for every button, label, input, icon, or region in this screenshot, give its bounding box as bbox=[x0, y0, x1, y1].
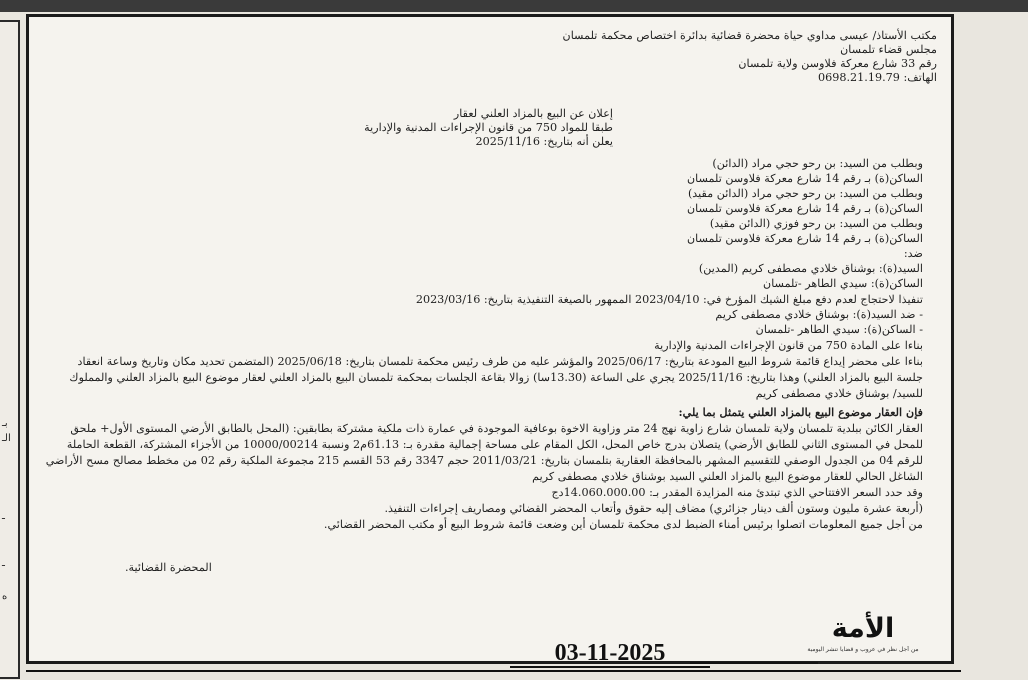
notice-legal-basis: طبقا للمواد 750 من قانون الإجراءات المدنية والإدارية bbox=[364, 121, 613, 134]
party-line: الساكن(ة) بـ رقم 14 شارع معركة فلاوسن تلمسان bbox=[686, 232, 923, 245]
newspaper-logo: الأمة bbox=[831, 613, 895, 644]
execution-line: بناءا على المادة 750 من قانون الإجراءات المدنية والإدارية bbox=[654, 339, 923, 352]
property-line: العقار الكائن ببلدية تلمسان ولاية تلمسان شارع زاوية نهج 24 متر وزاوية الاخوة بوعافية الموجودة في عمارة ذات ملكية مشتركة بطابقين: (المحل بالطابق الأرضي المستوى الأول+ ملحق bbox=[70, 422, 923, 435]
phone-line: الهاتف: 0698.21.19.79 bbox=[818, 71, 937, 84]
execution-line: بناءا على محضر إيداع قائمة شروط البيع المودعة بتاريخ: 2025/06/17 والمؤشر عليه من طرف رئيس محكمة تلمسان بتاريخ: 2025/06/18 (المتضمن تحديد مكان وتاريخ وساعة انعقاد bbox=[77, 355, 923, 368]
party-line: وبطلب من السيد: بن رحو حجي مراد (الدائن) bbox=[712, 157, 923, 170]
opening-price-line: وقد حدد السعر الافتتاحي الذي تبتدئ منه المزايدة المقدر بـ: 14.060.000.00دج bbox=[551, 486, 923, 499]
party-line: وبطلب من السيد: بن رحو فوزي (الدائن مقيد) bbox=[709, 217, 923, 230]
fragment-text: ـ bbox=[2, 558, 5, 569]
newspaper-tagline: من أجل نظر في عروب و قضايا تنشر اليومية bbox=[807, 646, 919, 653]
property-line: الشاغل الحالي للعقار موضوع البيع بالمزاد العلني السيد بوشناق خلادي مصطفى كريم bbox=[532, 470, 923, 483]
property-line: للمحل في المستوى الثاني للطابق الأرضي) يتصلان بدرج خاص المحل، الكل المقام على مساحة إجمالية مقدرة بـ: 61.13م2 ونسبة 10000/00214 من الأجزاء المشتركة، القطعة الحاملة bbox=[66, 438, 923, 451]
council-line: مجلس قضاء تلمسان bbox=[840, 43, 937, 56]
execution-line: للسيد/ بوشناق خلادي مصطفى كريم bbox=[755, 387, 923, 400]
bottom-border bbox=[26, 670, 961, 680]
address-line: رقم 33 شارع معركة فلاوسن ولاية تلمسان bbox=[738, 57, 937, 70]
notice-date: يعلن أنه بتاريخ: 2025/11/16 bbox=[475, 135, 613, 148]
legal-notice bbox=[26, 14, 954, 664]
debtor-address-line: الساكن(ة): سيدي الطاهر -تلمسان bbox=[762, 277, 923, 290]
notice-title: إعلان عن البيع بالمزاد العلني لعقار bbox=[453, 107, 613, 120]
contact-line: من أجل جميع المعلومات اتصلوا برئيس أمناء الضبط لدى محكمة تلمسان أين وضعت قائمة شروط البيع أو مكتب المحضر القضائي. bbox=[323, 518, 923, 531]
fragment-text: ه bbox=[2, 591, 8, 602]
footer-rule bbox=[690, 662, 818, 664]
publication-date: 03-11-2025 bbox=[510, 640, 710, 668]
price-in-words-line: (أربعة عشرة مليون وستون ألف دينار جزائري) مضاف إليه حقوق وأتعاب المحضر القضائي ومصاريف إجراءات التنفيذ. bbox=[384, 502, 923, 515]
property-line: للرقم 04 من الجدول الوصفي للتقسيم المشهر بالمحافظة العقارية بتلمسان بتاريخ: 2011/03/21 حجم 3347 رقم 53 القسم 215 مجموعة الملكية رقم 02 من مخطط مصالح مسح الأراضي bbox=[45, 454, 923, 467]
party-line: وبطلب من السيد: بن رحو حجي مراد (الدائن مقيد) bbox=[687, 187, 923, 200]
party-line: الساكن(ة) بـ رقم 14 شارع معركة فلاوسن تلمسان bbox=[686, 202, 923, 215]
execution-line: - الساكن(ة): سيدي الطاهر -تلمسان bbox=[755, 323, 923, 336]
execution-line: جلسة البيع بالمزاد العلني) وهذا بتاريخ: 2025/11/16 يجري على الساعة (13.30سا) زوالا بقاعة الجلسات بمحكمة تلمسان البيع بالمزاد العلني لعقار موضوع البيع بالمزاد العلني والمملوك bbox=[69, 371, 923, 384]
adjacent-column-fragment bbox=[0, 20, 20, 679]
execution-line: - ضد السيد(ة): بوشناق خلادي مصطفى كريم bbox=[715, 308, 923, 321]
fragment-text: بـ bbox=[2, 418, 8, 429]
debtor-line: السيد(ة): بوشناق خلادي مصطفى كريم (المدين) bbox=[698, 262, 923, 275]
against-label: ضد: bbox=[903, 247, 923, 260]
top-page-bar bbox=[0, 0, 1028, 12]
property-heading: فإن العقار موضوع البيع بالمزاد العلني يتمثل بما يلي: bbox=[678, 405, 923, 419]
fragment-text: ـ bbox=[2, 511, 5, 522]
signature: المحضرة القضائية. bbox=[125, 561, 212, 574]
party-line: الساكن(ة) بـ رقم 14 شارع معركة فلاوسن تلمسان bbox=[686, 172, 923, 185]
execution-line: تنفيذا لاحتجاج لعدم دفع مبلغ الشيك المؤرخ في: 2023/04/10 الممهور بالصيغة التنفيذية بتاريخ: 2023/03/16 bbox=[415, 293, 923, 306]
fragment-text: الـ bbox=[2, 433, 11, 444]
office-line: مكتب الأستاذ/ عيسى مداوي حياة محضرة قضائية بدائرة اختصاص محكمة تلمسان bbox=[562, 29, 937, 42]
